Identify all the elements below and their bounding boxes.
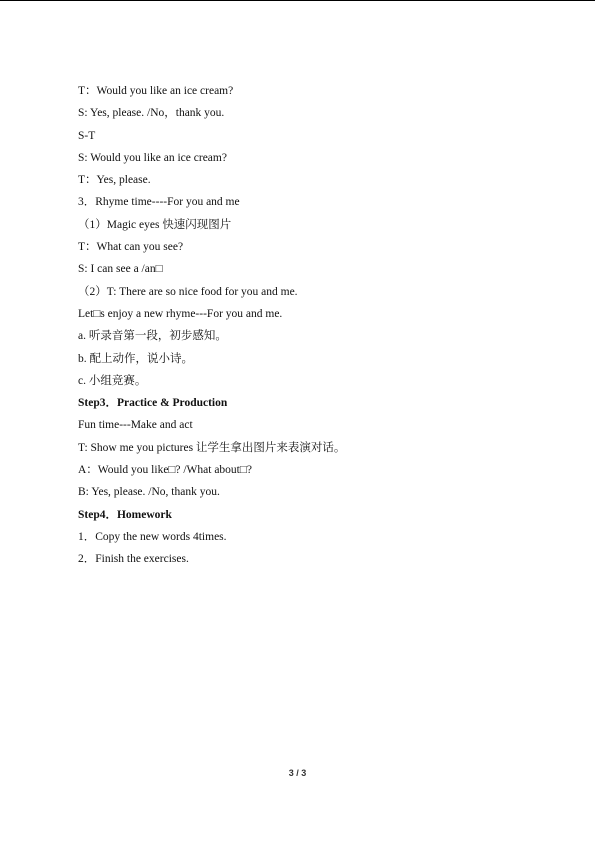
text-line: S: I can see a /an□ bbox=[78, 263, 163, 276]
text-line: A：Would you like□? /What about□? bbox=[78, 464, 252, 477]
text-line: T：Yes, please. bbox=[78, 174, 151, 187]
text-line: T：What can you see? bbox=[78, 241, 184, 254]
text-line: （2）T: There are so nice food for you and me. bbox=[78, 285, 298, 298]
text-line: T：Would you like an ice cream? bbox=[78, 85, 234, 97]
text-line: S: Would you like an ice cream? bbox=[78, 151, 227, 164]
document-body bbox=[78, 80, 538, 571]
text-line: Let□s enjoy a new rhyme---For you and me. bbox=[78, 307, 283, 320]
header-rule bbox=[0, 0, 595, 1]
text-line: 3．Rhyme time----For you and me bbox=[78, 196, 240, 209]
page-number: 3 / 3 bbox=[288, 768, 307, 778]
text-line: Fun time---Make and act bbox=[78, 419, 193, 432]
text-line: b. 配上动作，说小诗。 bbox=[78, 352, 193, 365]
text-line: 2．Finish the exercises. bbox=[78, 553, 189, 566]
section-heading: Step3．Practice & Production bbox=[78, 397, 228, 410]
text-line: T: Show me you pictures 让学生拿出图片来表演对话。 bbox=[78, 441, 346, 454]
text-line: S: Yes, please. /No，thank you. bbox=[78, 107, 225, 120]
text-line: c. 小组竞赛。 bbox=[78, 374, 147, 387]
section-heading: Step4．Homework bbox=[78, 508, 172, 521]
text-line: B: Yes, please. /No, thank you. bbox=[78, 486, 220, 499]
text-line: 1．Copy the new words 4times. bbox=[78, 530, 227, 543]
text-line: S-T bbox=[78, 129, 96, 142]
text-line: （1）Magic eyes 快速闪现图片 bbox=[78, 218, 232, 231]
text-line: a. 听录音第一段，初步感知。 bbox=[78, 330, 227, 343]
